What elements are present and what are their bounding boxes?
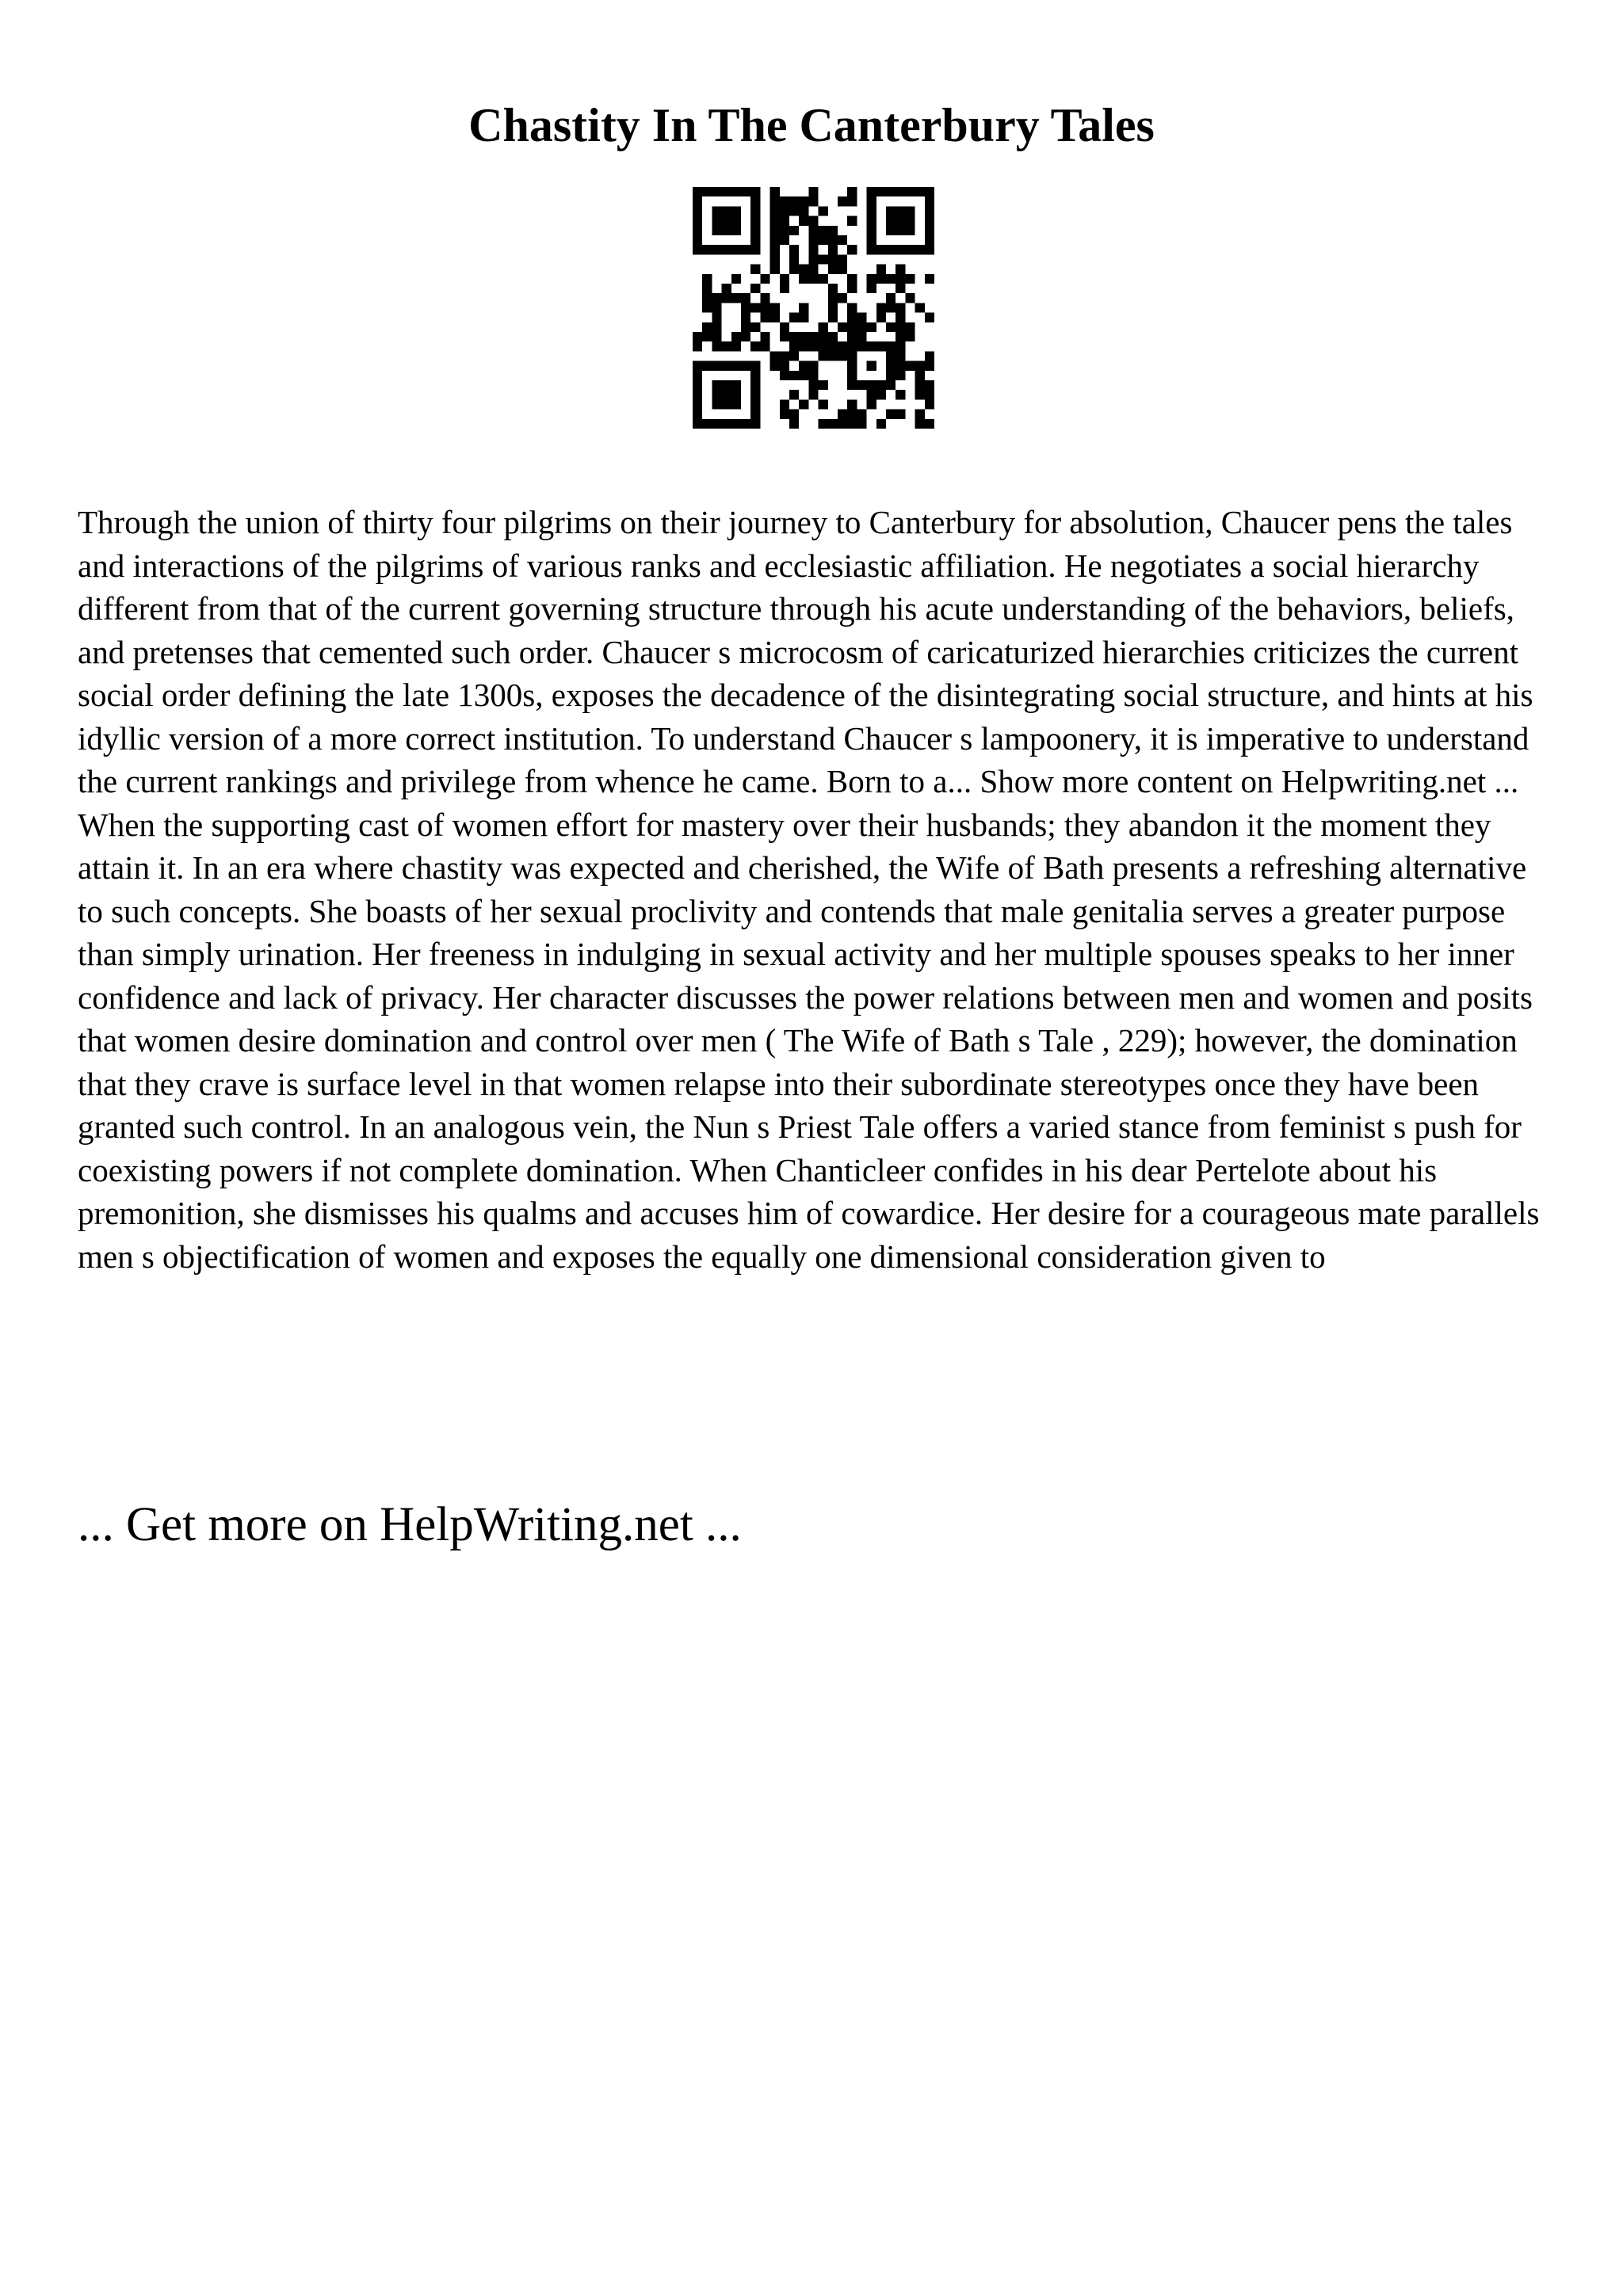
document-body xyxy=(78,501,1560,1278)
document-title: Chastity In The Canterbury Tales xyxy=(468,99,1155,151)
paragraph-1: Through the union of thirty four pilgrims on their journey to Canterbury for absolution, Chaucer pens the tales and interactions of the pilgrims of various ranks and ecclesiastic affiliation. He negotiates a social hierarchy different from that of the current governing structure through his acute understanding of the behaviors, beliefs, and pretenses that cemented such order. Chaucer s microcosm of caricaturized hierarchies criticizes the current social order defining the late 1300s, exposes the decadence of the disintegrating social structure, and hints at his idyllic version of a more correct institution. To understand Chaucer s lampoonery, it is imperative to understand the current rankings and privilege from whence he came. Born to a... Show more content on Helpwriting.net ... xyxy=(78,504,1533,799)
get-more-link[interactable]: ... Get more on HelpWriting.net ... xyxy=(78,1498,742,1551)
paragraph-2: When the supporting cast of women effort for mastery over their husbands; they abandon it the moment they attain it. In an era where chastity was expected and cherished, the Wife of Bath presents a refreshing alternative to such concepts. She boasts of her sexual proclivity and contends that male genitalia serves a greater purpose than simply urination. Her freeness in indulging in sexual activity and her multiple spouses speaks to her inner confidence and lack of privacy. Her character discusses the power relations between men and women and posits that women desire domination and control over men ( The Wife of Bath s Tale , 229); however, the domination that they crave is surface level in that women relapse into their subordinate stereotypes once they have been granted such control. In an analogous vein, the Nun s Priest Tale offers a varied stance from feminist s push for coexisting powers if not complete domination. When Chanticleer confides in his dear Pertelote about his premonition, she dismisses his qualms and accuses him of cowardice. Her desire for a courageous mate parallels men s objectification of women and exposes the equally one dimensional consideration given to xyxy=(78,806,1540,1275)
qr-code-icon xyxy=(693,187,934,429)
